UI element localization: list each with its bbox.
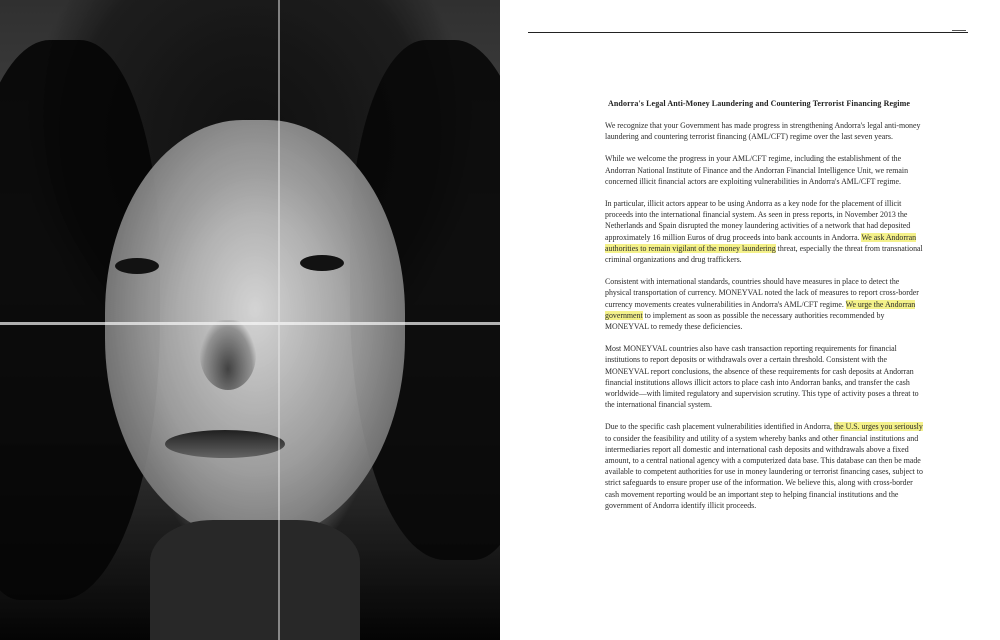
highlighted-text: the U.S. urges you seriously: [833, 422, 923, 432]
document-page: [500, 0, 1000, 640]
top-rule-mark: [952, 30, 966, 31]
fold-line-horizontal: [0, 322, 500, 325]
highlighted-text: We ask Andorran authorities to remain vigilant of the money laundering: [605, 232, 917, 253]
document-paragraph: [605, 120, 923, 142]
paragraph-text: threat, especially the threat from transnational criminal organizations and drug traffickers.: [605, 243, 923, 265]
nose: [200, 320, 256, 390]
document-paragraph: [605, 343, 923, 410]
paragraph-text: In particular, illicit actors appear to be using Andorra as a key node for the placement of illicit proceeds into the international financial system. As seen in press reports, in November 2013 the Netherlands and Spain disrupted the money laundering activities of a network that had deposited approximately 16 million Euros of drug proceeds into bank accounts in Andorra.: [605, 199, 911, 242]
document-paragraph: [605, 198, 923, 265]
document-paragraph: [605, 153, 923, 187]
highlighted-text: We urge the Andorran government: [605, 299, 916, 320]
document-paragraph: [605, 421, 923, 511]
paragraph-text: Due to the specific cash placement vulnerabilities identified in Andorra,: [605, 422, 834, 432]
document-paragraph: [605, 276, 923, 332]
top-rule: [528, 32, 968, 33]
paragraph-text: While we welcome the progress in your AML/CFT regime, including the establishment of the Andorran National Institute of Finance and the Andorran Financial Intelligence Unit, we remain concerned illicit financial actors are exploiting vulnerabilities in Andorra's AML/CFT regime.: [605, 154, 909, 186]
face: [105, 120, 405, 540]
right-eye: [300, 255, 344, 271]
left-eye: [115, 258, 159, 274]
mouth: [165, 430, 285, 458]
paragraph-text: to consider the feasibility and utility of a system whereby banks and other financial institutions and intermediaries report all domestic and international cash deposits and withdrawals above a fixed amount, to a central national agency with a computerized data base. This database can then be made available to competent authorities for use in money laundering or terrorist financing cases, subject to strict safeguards to ensure proper use of the information. We believe this, along with cross-border cash movement reporting would be an important step to helping financial institutions and the government of Andorra identify illicit proceeds.: [605, 433, 923, 510]
document-title: Andorra's Legal Anti-Money Laundering and Countering Terrorist Financing Regime: [608, 99, 910, 108]
paragraph-text: Consistent with international standards, countries should have measures in place to detect the physical transportation of currency. MONEYVAL noted the lack of measures to report cross-border currency movements creates vulnerabilities in Andorra's AML/CFT regime.: [605, 277, 919, 309]
paragraph-text: We recognize that your Government has made progress in strengthening Andorra's legal anti-money laundering and countering terrorist financing (AML/CFT) regime over the last seven years.: [605, 121, 921, 142]
paragraph-text: Most MONEYVAL countries also have cash transaction reporting requirements for financial institutions to report deposits or withdrawals over a certain threshold. Consistent with the MONEYVAL report conclusions, the absence of these requirements for cash deposits at Andorran financial institutions allows illicit actors to place cash into Andorran banks, and transfer the cash worldwide—with limited regulatory and supervision scrutiny. This type of activity poses a threat to the international financial system.: [605, 344, 919, 410]
neck: [150, 520, 360, 640]
document-body: [605, 120, 923, 522]
paragraph-text: to implement as soon as possible the necessary authorities recommended by MONEYVAL to remedy these deficiencies.: [605, 310, 885, 332]
fold-line-vertical: [278, 0, 280, 640]
